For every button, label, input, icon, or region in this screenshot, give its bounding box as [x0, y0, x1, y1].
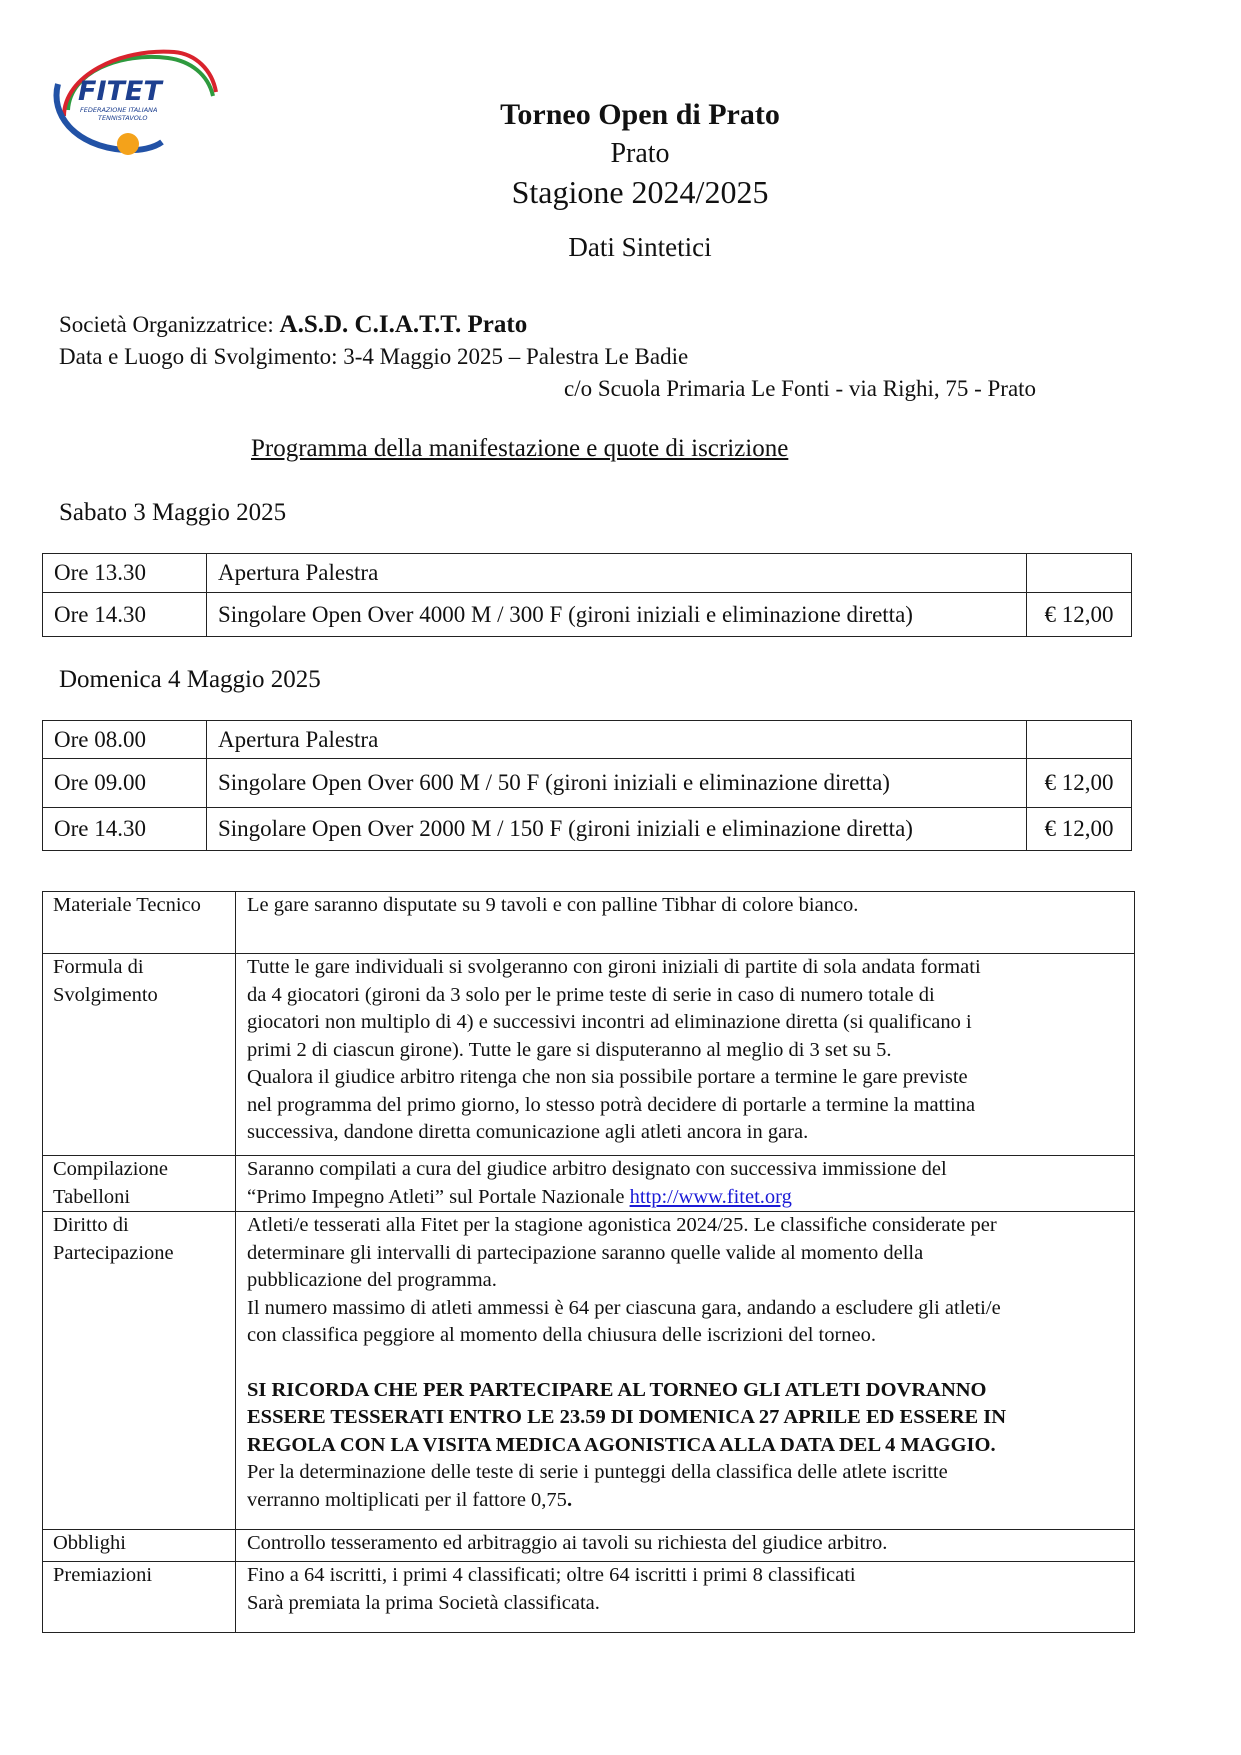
logo-text: FITET	[78, 76, 162, 107]
schedule-table-saturday	[42, 553, 1132, 637]
formula-line: da 4 giocatori (gironi da 3 solo per le prime teste di serie in caso di numero totale di	[247, 983, 935, 1006]
diritto-bold-line: ESSERE TESSERATI ENTRO LE 23.59 DI DOMENICA 27 APRILE ED ESSERE IN	[247, 1406, 1007, 1428]
programme-heading: Programma della manifestazione e quote di iscrizione	[251, 435, 789, 462]
schedule-price: € 12,00	[1027, 593, 1132, 637]
diritto-line: con classifica peggiore al momento della chiusura delle iscrizioni del torneo.	[247, 1324, 877, 1346]
table-row	[43, 554, 1132, 593]
fitet-link[interactable]: http://www.fitet.org	[629, 1185, 792, 1208]
page-subtitle: Dati Sintetici	[568, 232, 712, 262]
info-key-compilazione-2: Tabelloni	[53, 1185, 131, 1208]
page-city: Prato	[610, 138, 670, 169]
table-row	[43, 892, 1135, 954]
schedule-event: Singolare Open Over 600 M / 50 F (gironi iniziali e eliminazione diretta)	[207, 759, 1027, 808]
info-val-compilazione	[236, 1156, 1135, 1212]
premiazioni-line-1: Fino a 64 iscritti, i primi 4 classificati; oltre 64 iscritti i primi 8 classificati	[247, 1564, 856, 1586]
venue-value: 3-4 Maggio 2025 – Palestra Le Badie	[343, 344, 689, 369]
info-key-formula-1: Formula di	[53, 956, 144, 978]
page-season: Stagione 2024/2025	[511, 174, 769, 210]
formula-line: nel programma del primo giorno, lo stesso potrà decidere di portarle a termine la mattina	[247, 1093, 976, 1116]
diritto-line: Il numero massimo di atleti ammessi è 64 per ciascuna gara, andando a escludere gli atleti/e	[247, 1296, 1001, 1319]
diritto-line: pubblicazione del programma.	[247, 1269, 497, 1291]
info-key-formula-2: Svolgimento	[53, 983, 158, 1006]
compilazione-text: “Primo Impegno Atleti” sul Portale Nazionale	[247, 1185, 625, 1208]
table-row	[43, 808, 1132, 851]
schedule-time: Ore 09.00	[43, 759, 207, 808]
info-val-formula	[236, 954, 1135, 1156]
table-row	[43, 721, 1132, 759]
table-row	[43, 1562, 1135, 1633]
info-key-diritto-2: Partecipazione	[53, 1241, 174, 1264]
organizer-value: A.S.D. C.I.A.T.T. Prato	[279, 311, 528, 338]
info-table	[42, 891, 1135, 1633]
diritto-tail-line-2: verranno moltiplicati per il fattore 0,75.	[247, 1488, 573, 1511]
compilazione-line-1: Saranno compilati a cura del giudice arbitro designato con successiva immissione del	[247, 1158, 947, 1180]
venue-label: Data e Luogo di Svolgimento:	[59, 344, 338, 369]
compilazione-line-2	[247, 1184, 1128, 1212]
table-row	[43, 593, 1132, 637]
info-key-diritto	[43, 1212, 236, 1530]
table-row	[43, 759, 1132, 808]
info-key-premiazioni: Premiazioni	[43, 1562, 236, 1633]
formula-line: Tutte le gare individuali si svolgeranno con gironi iniziali di partite di sola andata formati	[247, 956, 981, 978]
formula-line: Qualora il giudice arbitro ritenga che non sia possibile portare a termine le gare previste	[247, 1066, 968, 1088]
fitet-logo	[50, 44, 220, 162]
formula-line: successiva, dandone diretta comunicazione agli atleti ancora in gara.	[247, 1121, 809, 1143]
info-key-formula	[43, 954, 236, 1156]
schedule-event: Singolare Open Over 4000 M / 300 F (gironi iniziali e eliminazione diretta)	[207, 593, 1027, 637]
diritto-tail-text: verranno moltiplicati per il fattore 0,75	[247, 1488, 567, 1511]
schedule-price	[1027, 554, 1132, 593]
logo-subtitle-1: FEDERAZIONE ITALIANA	[80, 106, 158, 114]
schedule-event: Apertura Palestra	[207, 554, 1027, 593]
info-val-materiale: Le gare saranno disputate su 9 tavoli e con palline Tibhar di colore bianco.	[236, 892, 1135, 954]
info-key-compilazione	[43, 1156, 236, 1212]
schedule-table-sunday	[42, 720, 1132, 851]
diritto-tail-line: Per la determinazione delle teste di serie i punteggi della classifica delle atlete iscritte	[247, 1461, 948, 1483]
schedule-time: Ore 08.00	[43, 721, 207, 759]
info-val-obblighi: Controllo tesseramento ed arbitraggio ai tavoli su richiesta del giudice arbitro.	[236, 1530, 1135, 1562]
page-title: Torneo Open di Prato	[500, 98, 780, 131]
table-row	[43, 1530, 1135, 1562]
day-heading-sunday: Domenica 4 Maggio 2025	[59, 666, 321, 693]
info-key-materiale: Materiale Tecnico	[43, 892, 236, 954]
organizer-line	[59, 311, 527, 339]
schedule-time: Ore 14.30	[43, 808, 207, 851]
schedule-price	[1027, 721, 1132, 759]
schedule-price: € 12,00	[1027, 808, 1132, 851]
schedule-time: Ore 13.30	[43, 554, 207, 593]
schedule-event: Singolare Open Over 2000 M / 150 F (gironi iniziali e eliminazione diretta)	[207, 808, 1027, 851]
table-row	[43, 1156, 1135, 1212]
venue-address: c/o Scuola Primaria Le Fonti - via Righi, 75 - Prato	[564, 376, 1037, 401]
diritto-bold-line: SI RICORDA CHE PER PARTECIPARE AL TORNEO GLI ATLETI DOVRANNO	[247, 1378, 987, 1401]
organizer-label: Società Organizzatrice:	[59, 312, 274, 337]
venue-line	[59, 344, 688, 370]
schedule-time: Ore 14.30	[43, 593, 207, 637]
premiazioni-line-2: Sarà premiata la prima Società classificata.	[247, 1591, 600, 1614]
spacer	[247, 1350, 1128, 1377]
formula-line: primi 2 di ciascun girone). Tutte le gare si disputeranno al meglio di 3 set su 5.	[247, 1038, 892, 1061]
schedule-price: € 12,00	[1027, 759, 1132, 808]
info-key-compilazione-1: Compilazione	[53, 1158, 169, 1180]
info-key-obblighi: Obblighi	[43, 1530, 236, 1562]
table-row	[43, 954, 1135, 1156]
diritto-line: Atleti/e tesserati alla Fitet per la stagione agonistica 2024/25. Le classifiche considerate per	[247, 1214, 997, 1236]
schedule-event: Apertura Palestra	[207, 721, 1027, 759]
info-val-diritto	[236, 1212, 1135, 1530]
diritto-bold-line: REGOLA CON LA VISITA MEDICA AGONISTICA ALLA DATA DEL 4 MAGGIO.	[247, 1433, 996, 1456]
formula-line: giocatori non multiplo di 4) e successivi incontri ad eliminazione diretta (si qualificano i	[247, 1011, 972, 1033]
logo-subtitle-2: TENNISTAVOLO	[98, 114, 148, 122]
day-heading-saturday: Sabato 3 Maggio 2025	[59, 499, 287, 526]
logo-ball	[117, 133, 139, 155]
info-val-premiazioni	[236, 1562, 1135, 1633]
info-key-diritto-1: Diritto di	[53, 1214, 129, 1236]
diritto-line: determinare gli intervalli di partecipazione saranno quelle valide al momento della	[247, 1241, 924, 1264]
table-row	[43, 1212, 1135, 1530]
